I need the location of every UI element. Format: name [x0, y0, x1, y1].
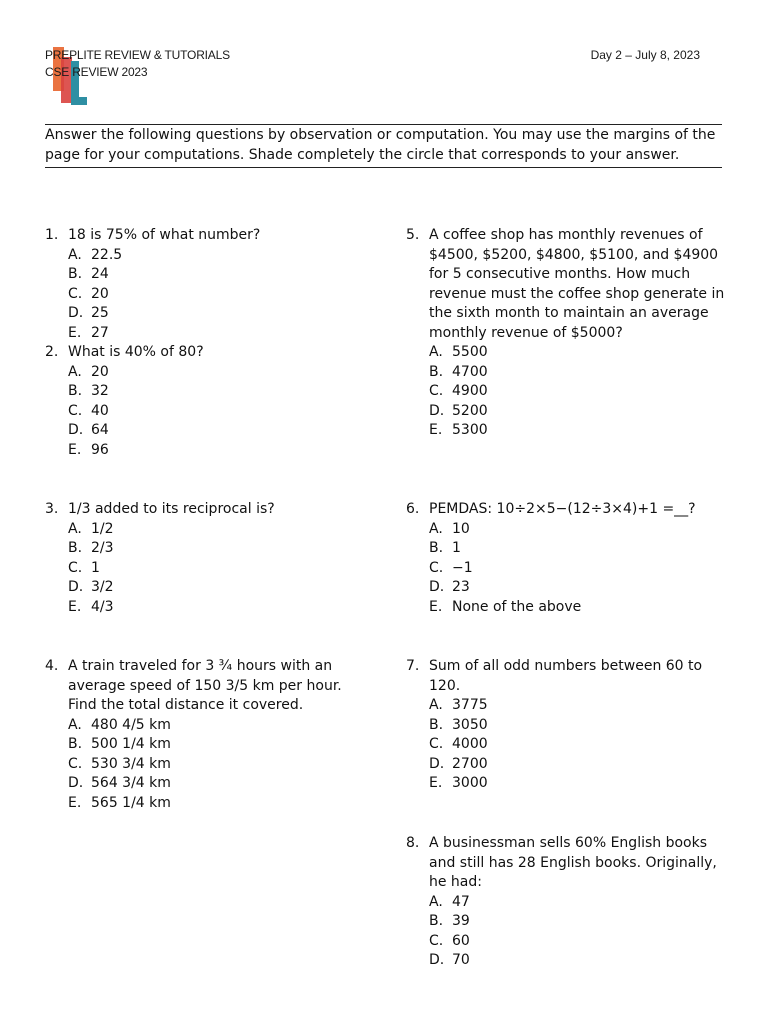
question-3: 3. 1/3 added to its reciprocal is?	[45, 500, 365, 520]
option-b[interactable]: B. 39	[429, 913, 470, 929]
option-e[interactable]: E. 565 1/4 km	[68, 794, 171, 811]
question-text: A train traveled for 3 ¾ hours with an average speed of 150 3/5 km per hour. Find the total distance it covered.	[68, 658, 342, 713]
option-d[interactable]: D. 70	[429, 952, 470, 968]
option-c[interactable]: C. 4000	[429, 736, 488, 752]
org-title: PREPLITE REVIEW & TUTORIALS	[45, 48, 230, 62]
option-c[interactable]: C. −1	[429, 559, 473, 576]
option-a[interactable]: A. 47	[429, 893, 470, 910]
option-e[interactable]: E. None of the above	[429, 598, 582, 615]
option-e[interactable]: E. 3000	[429, 775, 488, 791]
option-c[interactable]: C. 40	[68, 402, 109, 419]
option-b[interactable]: B. 3050	[429, 716, 488, 733]
question-block-3	[45, 500, 365, 617]
question-block-1	[45, 226, 365, 460]
question-block-7	[406, 657, 726, 794]
instructions: Answer the following questions by observation or computation. You may use the margins of the page for your computations. Shade completely the circle that corresponds to your answer.	[45, 124, 722, 168]
question-8: 8. A businessman sells 60% English books and still has 28 English books. Originally, he had:	[406, 834, 726, 893]
question-text: 18 is 75% of what number?	[68, 227, 261, 243]
option-b[interactable]: B. 4700	[429, 363, 488, 380]
option-a[interactable]: A. 10	[429, 520, 470, 537]
option-b[interactable]: B. 2/3	[68, 540, 114, 556]
option-d[interactable]: D. 23	[429, 579, 470, 595]
question-text: PEMDAS: 10÷2×5−(12÷3×4)+1 =__?	[429, 501, 696, 517]
option-a[interactable]: A. 5500	[429, 344, 488, 360]
page-header	[45, 47, 705, 107]
question-text: 1/3 added to its reciprocal is?	[68, 501, 275, 517]
question-7: 7. Sum of all odd numbers between 60 to 120.	[406, 657, 726, 696]
option-d[interactable]: D. 25	[68, 305, 109, 321]
question-4: 4. A train traveled for 3 ¾ hours with an average speed of 150 3/5 km per hour. Find the total distance it covered.	[45, 657, 365, 716]
option-b[interactable]: B. 1	[429, 540, 461, 556]
org-subtitle: CSE REVIEW 2023	[45, 65, 148, 79]
question-5: 5. A coffee shop has monthly revenues of $4500, $5200, $4800, $5100, and $4900 for 5 consecutive months. How much revenue must the coffee shop generate in the sixth month to maintain an average monthly revenue of $5000?	[406, 226, 726, 343]
question-2: 2. What is 40% of 80?	[45, 343, 365, 363]
question-block-8	[406, 834, 726, 971]
option-b[interactable]: B. 32	[68, 383, 109, 399]
option-d[interactable]: D. 5200	[429, 402, 488, 419]
option-b[interactable]: B. 24	[68, 266, 109, 282]
option-c[interactable]: C. 60	[429, 932, 470, 949]
option-a[interactable]: A. 22.5	[68, 246, 123, 263]
option-c[interactable]: C. 4900	[429, 383, 488, 399]
option-c[interactable]: C. 1	[68, 559, 100, 576]
option-d[interactable]: D. 564 3/4 km	[68, 775, 171, 791]
option-e[interactable]: E. 5300	[429, 422, 488, 438]
option-e[interactable]: E. 96	[68, 441, 109, 458]
option-d[interactable]: D. 64	[68, 422, 109, 438]
session-date: Day 2 – July 8, 2023	[590, 48, 700, 62]
option-d[interactable]: D. 3/2	[68, 579, 114, 595]
option-a[interactable]: A. 3775	[429, 697, 488, 713]
option-e[interactable]: E. 4/3	[68, 598, 114, 615]
question-text: A coffee shop has monthly revenues of $4500, $5200, $4800, $5100, and $4900 for 5 consecutive months. How much revenue must the coffee shop generate in the sixth month to maintain an average monthly revenue of $5000?	[429, 227, 725, 341]
question-block-4	[45, 657, 365, 813]
option-c[interactable]: C. 530 3/4 km	[68, 755, 171, 772]
option-a[interactable]: A. 20	[68, 363, 109, 380]
option-e[interactable]: E. 27	[68, 324, 109, 341]
question-block-5	[406, 226, 726, 441]
question-text: What is 40% of 80?	[68, 344, 204, 360]
option-a[interactable]: A. 480 4/5 km	[68, 716, 171, 733]
option-a[interactable]: A. 1/2	[68, 520, 114, 537]
option-b[interactable]: B. 500 1/4 km	[68, 736, 171, 752]
option-c[interactable]: C. 20	[68, 285, 109, 302]
question-block-6	[406, 500, 726, 617]
question-1: 1. 18 is 75% of what number?	[45, 226, 365, 246]
org-name	[45, 47, 230, 81]
question-6: 6. PEMDAS: 10÷2×5−(12÷3×4)+1 =__?	[406, 500, 726, 520]
option-d[interactable]: D. 2700	[429, 755, 488, 772]
question-text: Sum of all odd numbers between 60 to 120.	[429, 658, 703, 694]
question-text: A businessman sells 60% English books and still has 28 English books. Originally, he had:	[429, 835, 717, 890]
